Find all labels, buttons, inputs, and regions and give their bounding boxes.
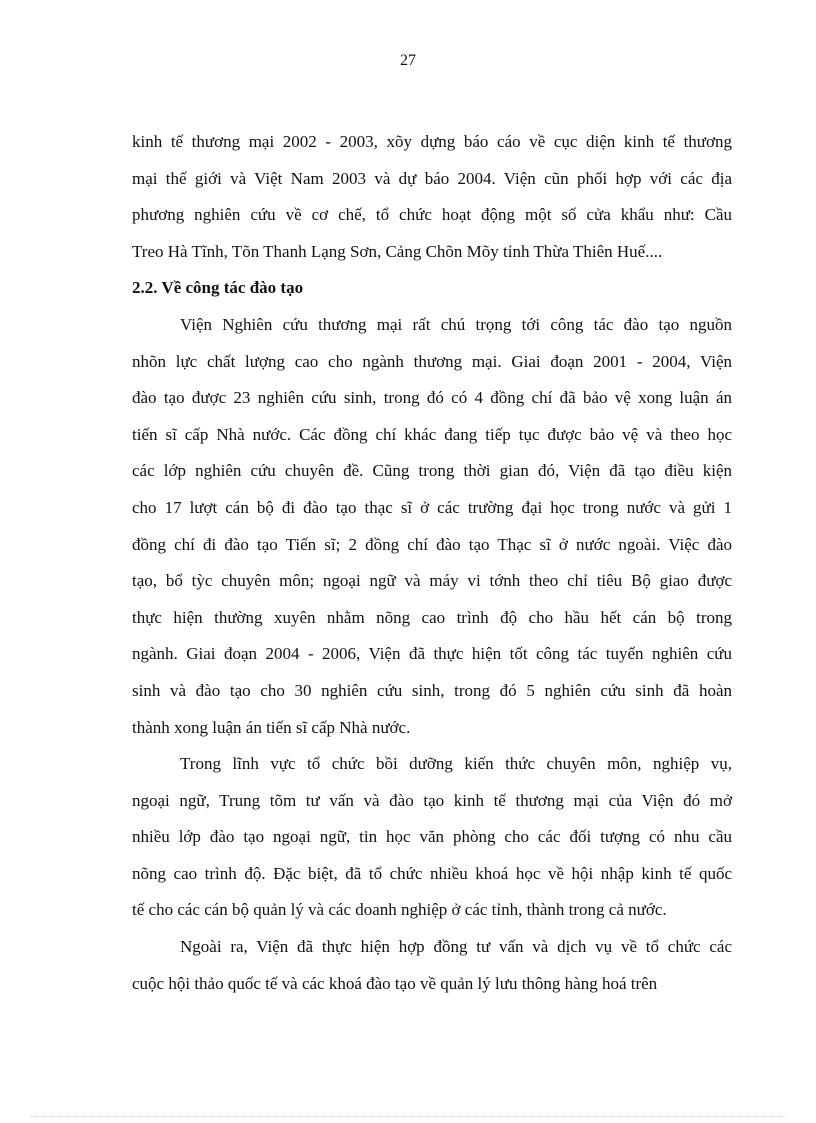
text-line: ngoại ngữ, Trung tõm tư vấn và đào tạo kinh tế thương mại của Viện đó mở [132,790,732,810]
text-line: cho 17 lượt cán bộ đi đào tạo thạc sĩ ở các trường đại học trong nước và gửi 1 [132,497,732,517]
text-line: mại thế giới và Việt Nam 2003 và dự báo 2004. Viện cũn phối hợp với các địa [132,168,732,188]
text-line: Viện Nghiên cứu thương mại rất chú trọng tới công tác đào tạo nguồn [180,314,732,334]
text-line: thực hiện thường xuyên nhằm nõng cao trình độ cho hầu hết cán bộ trong [132,607,732,627]
text-line: các lớp nghiên cứu chuyên đề. Cũng trong thời gian đó, Viện đã tạo điều kiện [132,461,732,481]
text-line: tế cho các cán bộ quản lý và các doanh nghiệp ở các tỉnh, thành trong cả nước. [132,900,667,920]
text-line: tạo, bổ tỳc chuyên môn; ngoại ngữ và máy vi tớnh theo chỉ tiêu Bộ giao được [132,571,732,591]
text-line: Treo Hà Tĩnh, Tõn Thanh Lạng Sơn, Cảng Chõn Mõy tỉnh Thừa Thiên Huế.... [132,241,663,261]
text-line: thành xong luận án tiến sĩ cấp Nhà nước. [132,717,411,737]
section-heading: 2.2. Về công tác đào tạo [132,278,304,298]
text-line: phương nghiên cứu về cơ chế, tổ chức hoạt động một số cửa khẩu như: Cầu [132,205,732,225]
text-line: Trong lĩnh vực tổ chức bồi dưỡng kiến thức chuyên môn, nghiệp vụ, [180,754,732,774]
text-line: sinh và đào tạo cho 30 nghiên cứu sinh, trong đó 5 nghiên cứu sinh đã hoàn [132,680,732,700]
text-line: Ngoài ra, Viện đã thực hiện hợp đồng tư vấn và dịch vụ về tổ chức các [180,937,732,957]
page-bottom-border [30,1116,786,1117]
text-line: đào tạo được 23 nghiên cứu sinh, trong đó có 4 đồng chí đã bảo vệ xong luận án [132,388,732,408]
document-body [132,124,732,1002]
text-line: nõng cao trình độ. Đặc biệt, đã tổ chức nhiều khoá học về hội nhập kinh tế quốc [132,863,732,883]
text-line: cuộc hội thảo quốc tế và các khoá đào tạo về quản lý lưu thông hàng hoá trên [132,973,658,993]
text-line: tiến sĩ cấp Nhà nước. Các đồng chí khác đang tiếp tục được bảo vệ và theo học [132,424,732,444]
text-line: đồng chí đi đào tạo Tiến sĩ; 2 đồng chí đào tạo Thạc sĩ ở nước ngoài. Việc đào [132,534,732,554]
text-line: ngành. Giai đoạn 2004 - 2006, Viện đã thực hiện tốt công tác tuyển nghiên cứu [132,644,732,664]
text-line: kinh tế thương mại 2002 - 2003, xõy dựng báo cáo về cục diện kinh tế thương [132,132,732,151]
page-number: 27 [400,52,416,69]
text-line: nhiều lớp đào tạo ngoại ngữ, tin học văn phòng cho các đối tượng có nhu cầu [132,827,732,847]
text-line: nhõn lực chất lượng cao cho ngành thương mại. Giai đoạn 2001 - 2004, Viện [132,351,732,371]
